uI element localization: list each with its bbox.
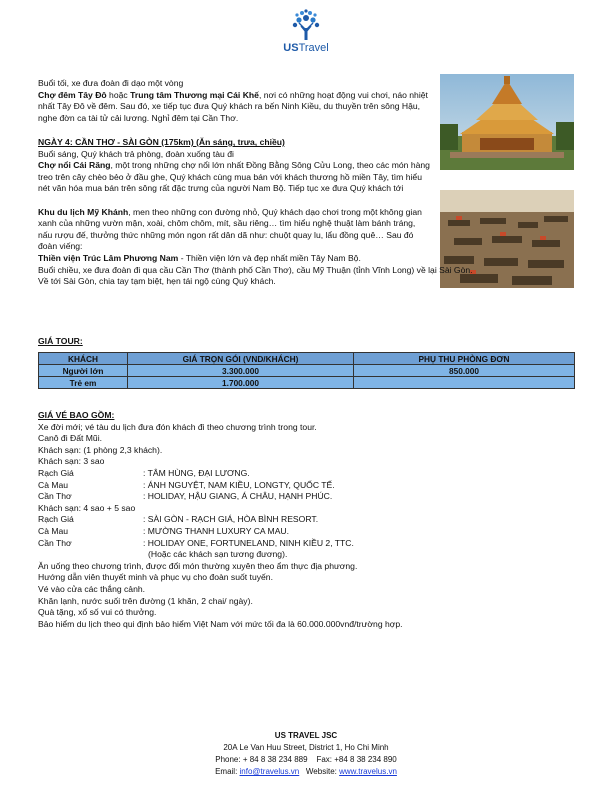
- cai-rang-label: Chợ nổi Cái Răng: [38, 160, 111, 171]
- us-travel-logo: [276, 8, 336, 66]
- hotel-names: : MƯỜNG THANH LUXURY CA MAU.: [143, 526, 290, 536]
- my-khanh-label: Khu du lịch Mỹ Khánh: [38, 206, 129, 217]
- day4-paragraph-3: [38, 207, 432, 253]
- included-line: Ăn uống theo chương trình, được đổi món thường xuyên theo ẩm thực địa phương.: [38, 560, 358, 571]
- row-label: Trẻ em: [39, 377, 128, 389]
- intro-line: Buổi tối, xe đưa đoàn đi dạo một vòng: [38, 78, 184, 88]
- footer-company: US TRAVEL JSC: [274, 731, 338, 740]
- price-table: [38, 352, 575, 389]
- hotel-names: : ÁNH NGUYỆT, NAM KIỀU, LONGTY, QUỐC TẾ.: [143, 479, 335, 490]
- pagoda-photo: [440, 74, 574, 170]
- included-line: Khách sạn: (1 phòng 2,3 khách).: [38, 444, 163, 455]
- included-heading: GIÁ VÉ BAO GỒM:: [38, 410, 115, 420]
- day4-heading: NGÀY 4: CẦN THƠ - SÀI GÒN (175km) (Ăn sáng, trưa, chiều): [38, 137, 285, 147]
- included-line: Bảo hiểm du lịch theo qui định bảo hiểm Việt Nam với mức tối đa là 60.000.000vnđ/trường hợp.: [38, 618, 403, 629]
- intro-text-rest: , nơi có những hoạt động vui chơi, náo nhiệt nhất Tây Đô về đêm. Sau đó, xe tiếp tục đưa Quý khách ra bến Ninh Kiều, du thuyền trên sông Hậu, nghe đờn ca tài tử cải lương. Nghỉ đêm tại Cần Thơ.: [38, 89, 428, 123]
- intro-text-1: hoặc: [106, 89, 131, 100]
- hotel-names: : HOLIDAY, HẬU GIANG, Á CHÂU, HẠNH PHÚC.: [143, 491, 333, 502]
- email-link[interactable]: info@travelus.vn: [239, 767, 300, 776]
- row-price: 3.300.000: [128, 365, 354, 377]
- included-line: Quà tặng, xổ số vui có thưởng.: [38, 607, 157, 618]
- col-header-single: PHỤ THU PHÒNG ĐƠN: [354, 353, 575, 365]
- intro-bold-2: Trung tâm Thương mại Cái Khế: [130, 89, 259, 100]
- included-line: (Hoặc các khách sạn tương đương).: [148, 549, 288, 560]
- intro-bold-1: Chợ đêm Tây Đô: [38, 89, 107, 100]
- included-line: Khăn lạnh, nước suối trên đường (1 khăn, 2 chai/ ngày).: [38, 595, 253, 606]
- tree-icon: [289, 8, 323, 42]
- hotel-place: Rạch Giá: [38, 514, 74, 525]
- hotel-place: Cà Mau: [38, 526, 69, 536]
- hotel-place: Cần Thơ: [38, 537, 72, 548]
- col-header-guest: KHÁCH: [39, 353, 128, 365]
- logo-wordmark: [276, 42, 336, 54]
- hotel-place: Cà Mau: [38, 479, 69, 490]
- price-table-header: [39, 353, 575, 365]
- hotel-names: : SÀI GÒN - RẠCH GIÁ, HÒA BÌNH RESORT.: [143, 514, 319, 525]
- col-header-price: GIÁ TRỌN GÓI (VND/KHÁCH): [128, 353, 354, 365]
- email-label: Email:: [215, 767, 240, 776]
- included-line: Khách sạn: 3 sao: [38, 456, 105, 467]
- website-link[interactable]: www.travelus.vn: [339, 767, 397, 776]
- logo-travel: Travel: [298, 42, 329, 54]
- table-row: [39, 365, 575, 377]
- day4-line5: Buổi chiều, xe đưa đoàn đi qua cầu Cần Thơ (thành phố Cần Thơ), cầu Mỹ Thuận (tỉnh Vĩnh Long) về lại Sài Gòn.: [38, 264, 473, 275]
- price-heading: GIÁ TOUR:: [38, 336, 83, 346]
- hotel-names: : TÂM HÙNG, ĐẠI LƯƠNG.: [143, 468, 250, 478]
- logo-us: US: [283, 42, 299, 54]
- row-single: [354, 377, 575, 389]
- website-label: Website:: [299, 767, 340, 776]
- truc-lam-label: Thiền viện Trúc Lâm Phương Nam: [38, 253, 179, 263]
- day4-paragraph-2: [38, 160, 432, 195]
- included-line: Vé vào cửa các thắng cảnh.: [38, 584, 146, 594]
- footer-phone: Phone: + 84 8 38 234 889 Fax: +84 8 38 234 890: [215, 755, 397, 764]
- row-single: 850.000: [354, 365, 575, 377]
- row-price: 1.700.000: [128, 377, 354, 389]
- day4-line6: Về tới Sài Gòn, chia tay tạm biệt, hẹn tái ngộ cùng Quý khách.: [38, 276, 276, 287]
- day4-paragraph-4: [38, 253, 458, 265]
- included-line: Canô đi Đất Mũi.: [38, 433, 103, 444]
- day4-line1: Buổi sáng, Quý khách trả phòng, đoàn xuống tàu đi: [38, 148, 234, 159]
- truc-lam-text: - Thiền viện lớn và đẹp nhất miền Tây Nam Bộ.: [178, 253, 361, 263]
- table-row: [39, 377, 575, 389]
- row-label: Người lớn: [39, 365, 128, 377]
- included-line: Hướng dẫn viên thuyết minh và phục vụ cho đoàn suốt tuyến.: [38, 572, 273, 583]
- included-line: Khách sạn: 4 sao + 5 sao: [38, 502, 136, 513]
- included-line: Xe đời mới; vé tàu du lịch đưa đón khách đi theo chương trình trong tour.: [38, 421, 317, 432]
- intro-paragraph: [38, 90, 432, 125]
- footer-address: 20A Le Van Huu Street, District 1, Ho Chi Minh: [223, 743, 389, 752]
- my-khanh-text: , men theo những con đường nhỏ, Quý khách dạo chơi trong một không gian xanh của những vườn mận, xoài, chôm chôm, mít, sầu riêng… tìm hiểu nghệ thuật làm bánh tráng, nấu rượu đế, thưởng thức những món ngon rất dân dã như: chuột quay lu, lẩu đồng quê… Sau đó đoàn viếng:: [38, 206, 422, 252]
- cai-rang-text: , một trong những chợ nổi lớn nhất Đồng Bằng Sông Cửu Long, theo các món hàng treo trên cây chèo bẻo ở đầu ghe, Quý khách cùng mua bán với khách thương hồ miền Tây, tìm hiểu nét văn hóa mua bán trên sông rất đặc trưng của người Nam Bộ. Tiếp tục xe đưa Quý khách tới: [38, 160, 430, 194]
- hotel-names: : HOLIDAY ONE, FORTUNELAND, NINH KIỀU 2, TTC.: [143, 537, 354, 548]
- hotel-place: Rạch Giá: [38, 468, 74, 478]
- hotel-place: Cần Thơ: [38, 491, 72, 502]
- footer-contact: [0, 766, 612, 778]
